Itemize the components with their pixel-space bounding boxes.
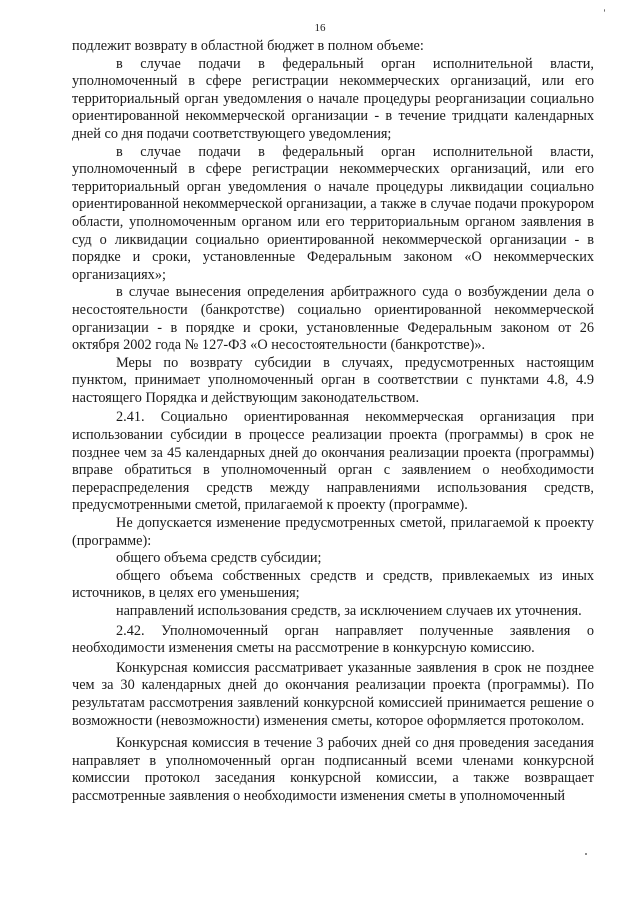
paragraph-directions: направлений использования средств, за исключением случаев их уточнения. <box>116 603 582 619</box>
scan-speck <box>604 9 605 12</box>
paragraph-liquidation-case: в случае подачи в федеральный орган исполнительной власти, уполномоченный в сфере регистрации некоммерческих организаций, или его территориальный орган уведомления о начале процедуры ликвидации социально ориентированной некоммерческой организации, а также в случае подачи прокурором области, уполномоченным органом или его территориальным органом заявления в суд о ликвидации социально ориентированной некоммерческой организации - в порядке и сроки, установленные Федеральным законом «О некоммерческих организациях»; <box>72 143 594 283</box>
paragraph-not-allowed-changes: Не допускается изменение предусмотренных сметой, прилагаемой к проекту (программе): <box>72 515 594 549</box>
paragraph-refund-measures: Меры по возврату субсидии в случаях, предусмотренных настоящим пунктом, принимает уполномоченный орган в соответствии с пунктами 4.8, 4.9 настоящего Порядка и действующим законодательством. <box>72 354 594 406</box>
paragraph-reorganization-case: в случае подачи в федеральный орган исполнительной власти, уполномоченный в сфере регистрации некоммерческих организаций, или его территориальный орган уведомления о начале процедуры реорганизации социально ориентированной некоммерческой организации - в течение тридцати календарных дней со дня подачи соответствующего уведомления; <box>72 55 594 142</box>
paragraph-total-subsidy: общего объема средств субсидии; <box>116 550 322 567</box>
paragraph-clause-2-42: 2.42. Уполномоченный орган направляет полученные заявления о необходимости изменения сметы на рассмотрение в конкурсную комиссию. <box>72 622 594 657</box>
document-body <box>72 38 594 806</box>
paragraph-continuation: подлежит возврату в областной бюджет в полном объеме: <box>72 38 424 54</box>
paragraph-bankruptcy-case: в случае вынесения определения арбитражного суда о возбуждении дела о несостоятельности (банкротстве) социально ориентированной некоммерческой организации - в порядке и сроки, установленные Федеральным законом от 26 октября 2002 года № 127-ФЗ «О несостоятельности (банкротстве)». <box>72 284 594 354</box>
page-number: 16 <box>314 22 326 34</box>
paragraph-clause-2-41: 2.41. Социально ориентированная некоммерческая организация при использовании субсидии в процессе реализации проекта (программы) в срок не позднее чем за 45 календарных дней до окончания реализации проекта (программы) вправе обратиться в уполномоченный орган с заявлением о необходимости перераспределения средств между направлениями использования средств, предусмотренными сметой, прилагаемой к проекту (программе). <box>72 409 594 514</box>
paragraph-commission-review: Конкурсная комиссия рассматривает указанные заявления в срок не позднее чем за 30 календарных дней до окончания реализации проекта (программы). По результатам рассмотрения заявлений конкурсной комиссией принимается решение о возможности (невозможности) изменения сметы, которое оформляется протоколом. <box>72 659 594 729</box>
paragraph-commission-protocol: Конкурсная комиссия в течение 3 рабочих дней со дня проведения заседания направляет в уполномоченный орган подписанный всеми членами конкурсной комиссии протокол заседания конкурсной комиссии, а также возвращает рассмотренные заявления о необходимости изменения сметы в уполномоченный <box>72 735 594 804</box>
paragraph-own-funds: общего объема собственных средств и средств, привлекаемых из иных источников, в целях его уменьшения; <box>72 567 594 602</box>
scan-speck <box>585 853 587 855</box>
